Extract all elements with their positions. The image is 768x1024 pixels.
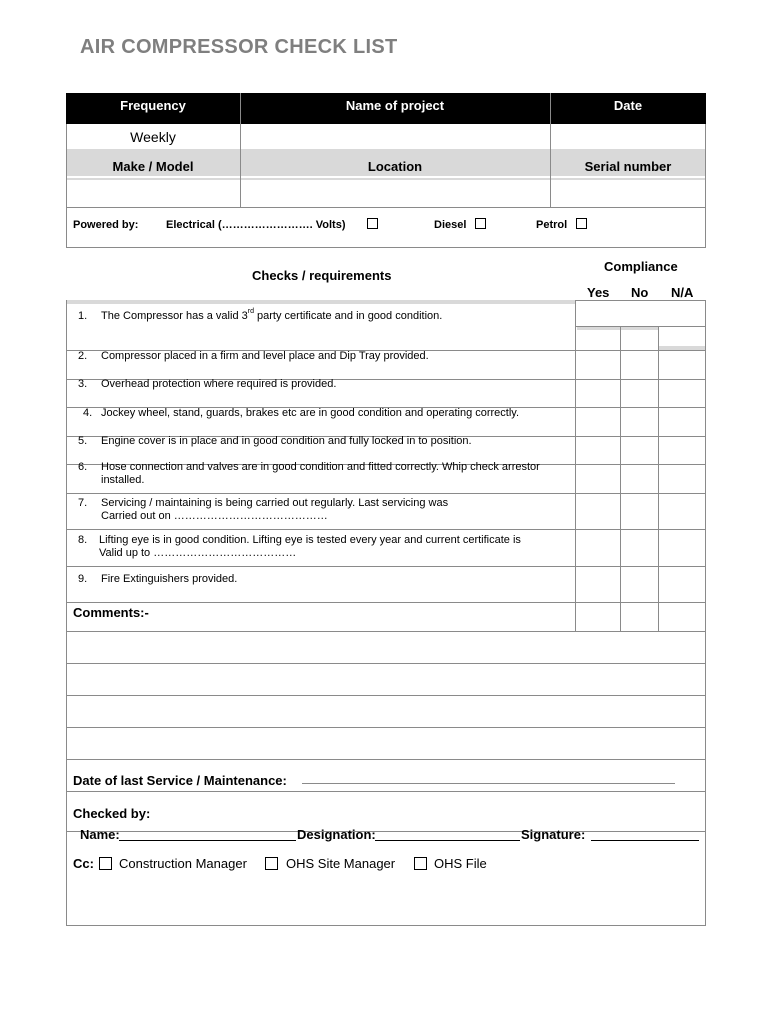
petrol-label: Petrol	[536, 219, 568, 231]
frequency-header: Frequency	[120, 98, 186, 113]
check-item-text: Valid up to …………………………………	[99, 547, 297, 559]
ordinal-suffix: rd	[247, 308, 254, 315]
signature-field[interactable]	[591, 840, 699, 841]
check-item-text: Servicing / maintaining is being carried out regularly. Last servicing was	[101, 497, 449, 509]
ohs-file-checkbox[interactable]	[414, 857, 427, 870]
last-service-label: Date of last Service / Maintenance:	[73, 773, 287, 788]
electrical-checkbox[interactable]	[367, 218, 378, 229]
ohs-site-manager-label: OHS Site Manager	[286, 856, 396, 871]
checked-by-label: Checked by:	[73, 806, 151, 821]
petrol-checkbox[interactable]	[576, 218, 587, 229]
check-item-number: 3.	[78, 378, 88, 390]
check-item-text: The Compressor has a valid 3	[101, 310, 248, 322]
check-item-text: installed.	[101, 474, 145, 486]
project-name-field[interactable]	[241, 125, 549, 148]
check-item-text: Engine cover is in place and in good condition and fully locked in to position.	[101, 435, 472, 447]
compliance-heading: Compliance	[604, 259, 678, 274]
check-item-text: Carried out on ……………………………………	[101, 510, 328, 522]
comments-field[interactable]	[67, 632, 705, 758]
construction-manager-label: Construction Manager	[119, 856, 247, 871]
check-item-text: Hose connection and valves are in good condition and fitted correctly. Whip check arrestor	[101, 461, 540, 473]
serial-number-label: Serial number	[584, 159, 672, 174]
signature-label: Signature:	[521, 827, 586, 842]
check-item-text: Overhead protection where required is provided.	[101, 378, 337, 390]
check-item-number: 1.	[78, 310, 88, 322]
powered-by-label: Powered by:	[73, 219, 139, 231]
date-header: Date	[613, 98, 643, 113]
checks-heading: Checks / requirements	[252, 268, 392, 283]
designation-label: Designation:	[297, 827, 376, 842]
yes-column-header: Yes	[587, 285, 610, 300]
location-field[interactable]	[241, 181, 549, 207]
check-item-number: 2.	[78, 350, 88, 362]
construction-manager-checkbox[interactable]	[99, 857, 112, 870]
ohs-file-label: OHS File	[434, 856, 487, 871]
last-service-line[interactable]	[302, 783, 675, 784]
serial-number-field[interactable]	[551, 181, 705, 207]
item-1-no-cell[interactable]	[621, 331, 657, 349]
cc-label: Cc:	[73, 856, 94, 871]
project-name-header: Name of project	[345, 98, 445, 113]
check-item-number: 6.	[78, 461, 88, 473]
designation-field[interactable]	[375, 840, 520, 841]
check-item-number: 5.	[78, 435, 88, 447]
comments-label: Comments:-	[73, 605, 149, 620]
ohs-site-manager-checkbox[interactable]	[265, 857, 278, 870]
na-column-header: N/A	[671, 285, 694, 300]
check-item-text: Lifting eye is in good condition. Lifting eye is tested every year and current certificate is	[99, 534, 521, 546]
make-model-field[interactable]	[67, 181, 239, 207]
check-item-number: 7.	[78, 497, 88, 509]
check-item-number: 8.	[78, 534, 88, 546]
name-label: Name:	[80, 827, 120, 842]
page-title: AIR COMPRESSOR CHECK LIST	[80, 36, 398, 58]
check-item-text: Jockey wheel, stand, guards, brakes etc are in good condition and operating correctly.	[101, 407, 520, 419]
check-item-number: 9.	[78, 573, 88, 585]
check-item-text: Compressor placed in a firm and level place and Dip Tray provided.	[101, 350, 429, 362]
no-column-header: No	[631, 285, 649, 300]
date-field[interactable]	[551, 125, 705, 148]
frequency-value: Weekly	[130, 129, 176, 145]
make-model-label: Make / Model	[112, 159, 194, 174]
diesel-label: Diesel	[434, 219, 467, 231]
electrical-label: Electrical (……………………. Volts)	[166, 219, 346, 231]
check-item-text: Fire Extinguishers provided.	[101, 573, 238, 585]
check-item-text: party certificate and in good condition.	[253, 310, 443, 322]
item-1-yes-cell[interactable]	[577, 331, 619, 349]
name-field[interactable]	[119, 840, 296, 841]
check-item-number: 4.	[83, 407, 93, 419]
diesel-checkbox[interactable]	[475, 218, 486, 229]
location-label: Location	[367, 159, 423, 174]
